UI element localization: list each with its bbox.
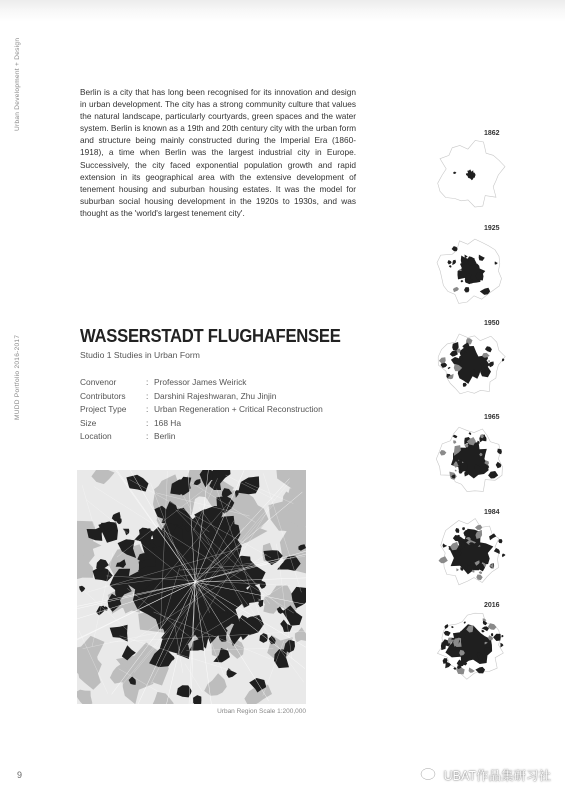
timeline-settlement <box>488 623 497 630</box>
timeline-map <box>424 330 518 400</box>
timeline-settlement <box>455 528 459 533</box>
timeline-settlement <box>455 470 457 472</box>
berlin-urban-region-map <box>77 470 306 704</box>
timeline-settlement <box>453 440 456 444</box>
detail-row-location <box>80 430 323 444</box>
page-number: 9 <box>17 770 23 780</box>
intro-paragraph: Berlin is a city that has long been recognised for its innovation and design in urban development. The city has a strong community culture that values the natural landscape, particularly courtyards, green spaces and the water system. Berlin is known as a 19th and 20th century city with the urban form and structure being mainly constructed during the Imperial Era (1860-1918), a time when Berlin was the largest industrial city in Europe. Successively, the city faced exponential population growth and rapid extension in its geographical area with the extensive development of tenement housing and suburban housing estates. It was the model for suburban social housing development in the 1920s to 1930s, and was thought as the 'world's largest tenement city'. <box>80 87 356 218</box>
timeline-year-label: 1862 <box>484 130 500 137</box>
timeline-settlement <box>464 287 469 292</box>
project-details <box>80 376 323 444</box>
timeline-settlement <box>456 568 459 571</box>
timeline-year-label: 1984 <box>484 509 500 516</box>
timeline-settlement <box>489 533 496 540</box>
timeline-settlement <box>445 660 451 668</box>
detail-colon: : <box>146 404 149 415</box>
timeline-settlement <box>441 642 446 650</box>
timeline-settlement <box>444 631 451 636</box>
timeline-settlement <box>451 626 453 628</box>
side-label-portfolio: MUDD Portfolio 2016-2017 <box>14 334 21 420</box>
timeline-settlement <box>445 624 449 629</box>
timeline-settlement <box>449 265 452 267</box>
detail-colon: : <box>146 377 149 387</box>
timeline-settlement <box>498 539 502 543</box>
detail-row-project-type <box>80 403 323 417</box>
detail-value: Professor James Weirick <box>154 377 247 387</box>
timeline-settlement <box>439 357 446 363</box>
wechat-icon <box>420 767 440 783</box>
map-caption: Urban Region Scale 1:200,000 <box>217 708 306 715</box>
detail-value: Urban Regeneration + Critical Reconstruction <box>154 404 323 415</box>
timeline-settlement <box>452 246 458 251</box>
timeline-settlement <box>463 529 469 537</box>
timeline-settlement <box>494 548 500 554</box>
timeline-settlement <box>479 255 485 261</box>
timeline-settlement <box>482 630 485 633</box>
timeline-settlement <box>464 621 466 623</box>
detail-label: Location <box>80 431 112 442</box>
detail-label: Contributors <box>80 390 126 401</box>
timeline-map <box>424 424 518 494</box>
timeline-urban-area <box>466 169 476 180</box>
timeline-settlement <box>502 359 504 362</box>
side-label-section: Urban Development + Design <box>14 37 21 131</box>
detail-value: Darshini Rajeshwaran, Zhu Jinjin <box>154 390 277 401</box>
timeline-settlement <box>465 279 468 284</box>
timeline-map <box>424 518 518 588</box>
detail-value: Berlin <box>154 431 176 442</box>
timeline-settlement <box>493 634 501 641</box>
timeline-settlement <box>439 556 448 563</box>
timeline-settlement <box>469 668 475 673</box>
detail-row-convenor <box>80 376 323 390</box>
timeline-settlement <box>488 362 494 368</box>
detail-colon: : <box>146 390 149 401</box>
detail-label: Convenor <box>80 377 117 387</box>
timeline-settlement <box>475 525 482 530</box>
detail-row-size <box>80 417 323 431</box>
timeline-settlement <box>463 383 467 387</box>
timeline-settlement <box>485 346 492 352</box>
timeline-year-label: 1965 <box>484 414 500 421</box>
watermark <box>420 766 551 784</box>
timeline-settlement <box>497 449 502 455</box>
detail-colon: : <box>146 417 149 428</box>
timeline-settlement <box>501 635 503 637</box>
timeline-year-label: 1925 <box>484 225 500 232</box>
timeline-map <box>424 610 518 680</box>
timeline-settlement <box>448 367 451 369</box>
timeline-settlement <box>452 260 456 265</box>
timeline-settlement <box>453 435 458 439</box>
timeline-settlement <box>461 280 464 282</box>
timeline-settlement <box>491 633 493 636</box>
timeline-year-label: 2016 <box>484 602 500 609</box>
timeline-settlement <box>462 527 465 530</box>
timeline-map <box>424 140 518 210</box>
timeline-settlement <box>479 571 482 574</box>
timeline-settlement <box>502 554 506 558</box>
timeline-settlement <box>500 643 503 648</box>
timeline-settlement <box>488 471 498 479</box>
project-subtitle: Studio 1 Studies in Urban Form <box>80 350 200 360</box>
timeline-urban-area <box>455 346 489 384</box>
detail-label: Project Type <box>80 404 127 415</box>
timeline-settlement <box>453 172 456 174</box>
timeline-settlement <box>483 621 487 626</box>
timeline-settlement <box>440 450 447 456</box>
watermark-text: UBAT作品集研习社 <box>443 769 551 783</box>
timeline-settlement <box>447 260 451 265</box>
timeline-settlement <box>453 287 459 292</box>
detail-label: Size <box>80 417 97 428</box>
timeline-settlement <box>443 543 448 547</box>
timeline-settlement <box>488 360 490 362</box>
detail-value: 168 Ha <box>154 417 182 428</box>
timeline-settlement <box>464 471 469 477</box>
project-title: WASSERSTADT FLUGHAFENSEE <box>80 325 341 346</box>
timeline-year-label: 1950 <box>484 320 500 327</box>
detail-row-contributors <box>80 390 323 404</box>
timeline-settlement <box>495 261 498 264</box>
timeline-settlement <box>469 432 472 435</box>
timeline-map <box>424 236 518 306</box>
detail-colon: : <box>146 431 149 442</box>
